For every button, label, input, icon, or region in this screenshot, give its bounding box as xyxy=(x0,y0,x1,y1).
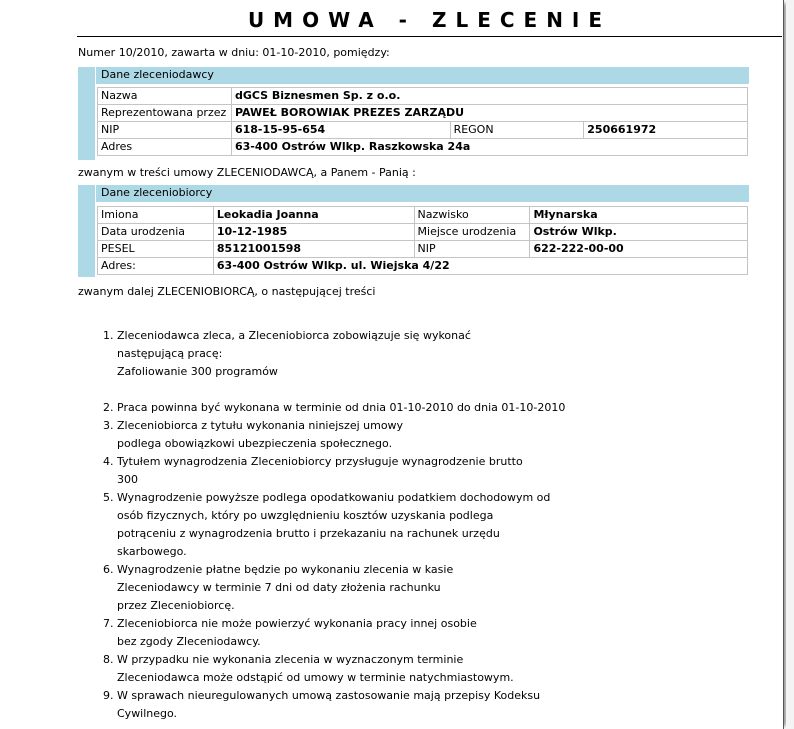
cell-value: 85121001598 xyxy=(213,241,414,258)
term-line: przez Zleceniobiorcę. xyxy=(117,599,235,612)
cell-value: Ostrów Wlkp. xyxy=(530,224,748,241)
term-item xyxy=(117,615,637,651)
closing-intro-text: zwanym dalej ZLECENIOBIORCĄ, o następującej treści xyxy=(78,285,376,298)
cell-label: Adres xyxy=(98,139,232,156)
table-row xyxy=(98,139,748,156)
cell-value: PAWEŁ BOROWIAK PREZES ZARZĄDU xyxy=(231,105,747,122)
table-row xyxy=(98,241,748,258)
terms-list xyxy=(78,327,637,723)
table-row xyxy=(98,224,748,241)
cell-label: Imiona xyxy=(98,207,214,224)
contractee-table xyxy=(97,206,748,275)
cell-label: NIP xyxy=(414,241,530,258)
cell-value: 618-15-95-654 xyxy=(231,122,450,139)
section-side-bar xyxy=(78,67,95,160)
section-side-bar xyxy=(78,185,95,277)
term-item xyxy=(117,417,637,453)
middle-text: zwanym w treści umowy ZLECENIODAWCĄ, a Panem - Panią : xyxy=(78,166,416,179)
term-line: bez zgody Zleceniodawcy. xyxy=(117,635,261,648)
cell-label: Adres: xyxy=(98,258,214,275)
contractor-header: Dane zleceniodawcy xyxy=(96,67,749,84)
cell-value: 10-12-1985 xyxy=(213,224,414,241)
contractee-header: Dane zleceniobiorcy xyxy=(96,185,749,202)
cell-value: dGCS Biznesmen Sp. z o.o. xyxy=(231,88,747,105)
term-line: Zafoliowanie 300 programów xyxy=(117,365,278,378)
table-row xyxy=(98,122,748,139)
term-line: 3. Zleceniobiorca z tytułu wykonania niniejszej umowy xyxy=(117,419,404,432)
term-line: Zleceniodawca może odstąpić od umowy w terminie natychmiastowym. xyxy=(117,671,514,684)
term-line: 2. Praca powinna być wykonana w terminie od dnia 01-10-2010 do dnia 01-10-2010 xyxy=(117,401,566,414)
table-row xyxy=(98,105,748,122)
intro-text: Numer 10/2010, zawarta w dniu: 01-10-2010, pomiędzy: xyxy=(78,46,390,59)
term-line: osób fizycznych, który po uwzględnieniu kosztów uzyskania podlega xyxy=(117,509,494,522)
document-title: UMOWA - ZLECENIE xyxy=(77,8,782,37)
table-row xyxy=(98,207,748,224)
term-line: 300 xyxy=(117,473,138,486)
cell-value: 250661972 xyxy=(584,122,748,139)
table-row xyxy=(98,258,748,275)
term-item xyxy=(117,561,637,615)
term-line: skarbowego. xyxy=(117,545,187,558)
list-gap xyxy=(117,381,637,399)
table-row xyxy=(98,88,748,105)
cell-value: 63-400 Ostrów Wlkp. Raszkowska 24a xyxy=(231,139,747,156)
term-line: podlega obowiązkowi ubezpieczenia społecznego. xyxy=(117,437,393,450)
cell-label: Reprezentowana przez xyxy=(98,105,232,122)
cell-label: Miejsce urodzenia xyxy=(414,224,530,241)
cell-label: Data urodzenia xyxy=(98,224,214,241)
term-line: 7. Zleceniobiorca nie może powierzyć wykonania pracy innej osobie xyxy=(117,617,477,630)
term-line: 6. Wynagrodzenie płatne będzie po wykonaniu zlecenia w kasie xyxy=(117,563,454,576)
term-line: 1. Zleceniodawca zleca, a Zleceniobiorca zobowiązuje się wykonać xyxy=(117,329,471,342)
term-line: potrąceniu z wynagrodzenia brutto i przekazaniu na rachunek urzędu xyxy=(117,527,500,540)
term-item xyxy=(117,687,637,723)
cell-label: Nazwa xyxy=(98,88,232,105)
term-item xyxy=(117,453,637,489)
cell-value: 63-400 Ostrów Wlkp. ul. Wiejska 4/22 xyxy=(213,258,747,275)
cell-value: Młynarska xyxy=(530,207,748,224)
contractor-table xyxy=(97,87,748,156)
cell-label: NIP xyxy=(98,122,232,139)
term-line: następującą pracę: xyxy=(117,347,223,360)
cell-label: PESEL xyxy=(98,241,214,258)
term-line: Cywilnego. xyxy=(117,707,178,720)
term-item xyxy=(117,327,637,381)
term-line: Zleceniodawcy w terminie 7 dni od daty złożenia rachunku xyxy=(117,581,441,594)
term-item xyxy=(117,399,637,417)
cell-label: REGON xyxy=(450,122,584,139)
scrollbar-edge[interactable] xyxy=(786,0,794,729)
term-item xyxy=(117,489,637,561)
term-item xyxy=(117,651,637,687)
term-line: 5. Wynagrodzenie powyższe podlega opodatkowaniu podatkiem dochodowym od xyxy=(117,491,551,504)
cell-label: Nazwisko xyxy=(414,207,530,224)
term-line: 4. Tytułem wynagrodzenia Zleceniobiorcy przysługuje wynagrodzenie brutto xyxy=(117,455,523,468)
cell-value: Leokadia Joanna xyxy=(213,207,414,224)
term-line: 8. W przypadku nie wykonania zlecenia w wyznaczonym terminie xyxy=(117,653,464,666)
cell-value: 622-222-00-00 xyxy=(530,241,748,258)
term-line: 9. W sprawach nieuregulowanych umową zastosowanie mają przepisy Kodeksu xyxy=(117,689,541,702)
